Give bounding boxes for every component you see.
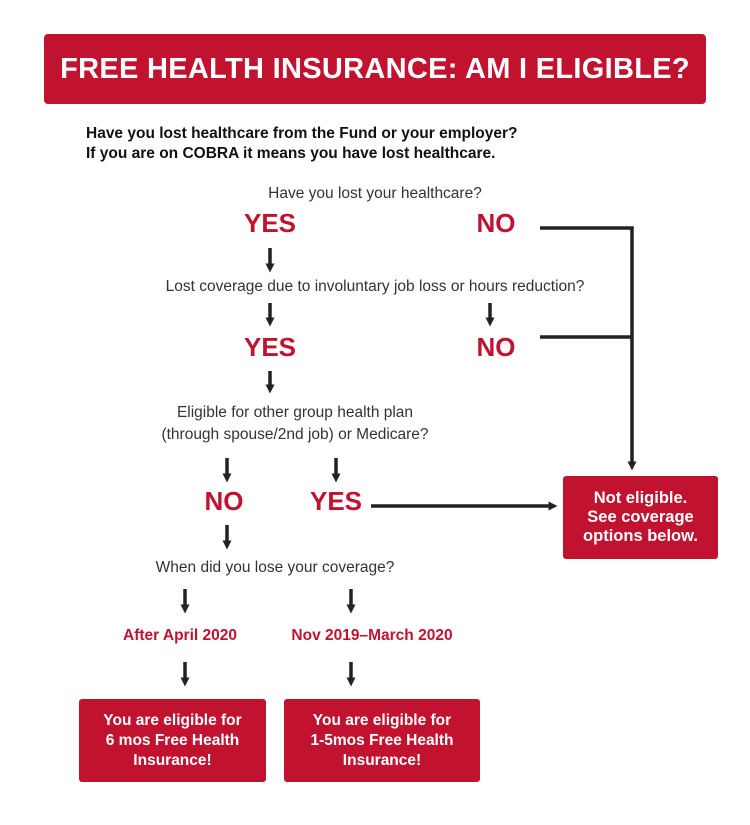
result-eligible-1-5-line-2: 1-5mos Free Health: [310, 731, 454, 749]
result-eligible-6-line-2: 6 mos Free Health: [105, 731, 240, 749]
page-title: FREE HEALTH INSURANCE: AM I ELIGIBLE?: [60, 52, 690, 85]
question-other-plan-line-1: Eligible for other group health plan: [176, 404, 414, 421]
answer-q3-no: NO: [204, 486, 244, 516]
connector-q1-no: [540, 228, 632, 466]
result-eligible-1-5-line-3: Insurance!: [342, 751, 422, 769]
question-other-plan: [161, 402, 428, 446]
result-not-eligible: [563, 476, 718, 559]
result-eligible-1-5-months: [284, 699, 480, 782]
result-eligible-6-line-3: Insurance!: [133, 751, 212, 769]
date-after-april-2020: After April 2020: [123, 627, 237, 644]
result-eligible-6-months: [79, 699, 266, 782]
result-not-eligible-line-2: See coverage: [587, 508, 694, 526]
answer-q3-yes: YES: [309, 486, 363, 516]
result-eligible-1-5-line-1: You are eligible for: [312, 711, 452, 729]
answer-q1-no: NO: [476, 208, 516, 238]
question-lost-healthcare: Have you lost your healthcare?: [268, 185, 482, 202]
answer-q1-yes: YES: [243, 208, 297, 238]
date-nov-2019-march-2020: Nov 2019–March 2020: [291, 627, 453, 644]
question-involuntary-loss: Lost coverage due to involuntary job loss or hours reduction?: [165, 278, 585, 295]
result-eligible-6-line-1: You are eligible for: [103, 711, 242, 729]
result-not-eligible-line-1: Not eligible.: [593, 489, 688, 507]
question-when-lost: When did you lose your coverage?: [155, 559, 395, 576]
intro-line-2: If you are on COBRA it means you have lost healthcare.: [86, 145, 496, 162]
answer-q2-yes: YES: [243, 332, 297, 362]
question-other-plan-line-2: (through spouse/2nd job) or Medicare?: [161, 426, 429, 443]
intro-line-1: Have you lost healthcare from the Fund or your employer?: [86, 125, 518, 142]
result-not-eligible-line-3: options below.: [583, 527, 698, 545]
answer-q2-no: NO: [476, 332, 516, 362]
